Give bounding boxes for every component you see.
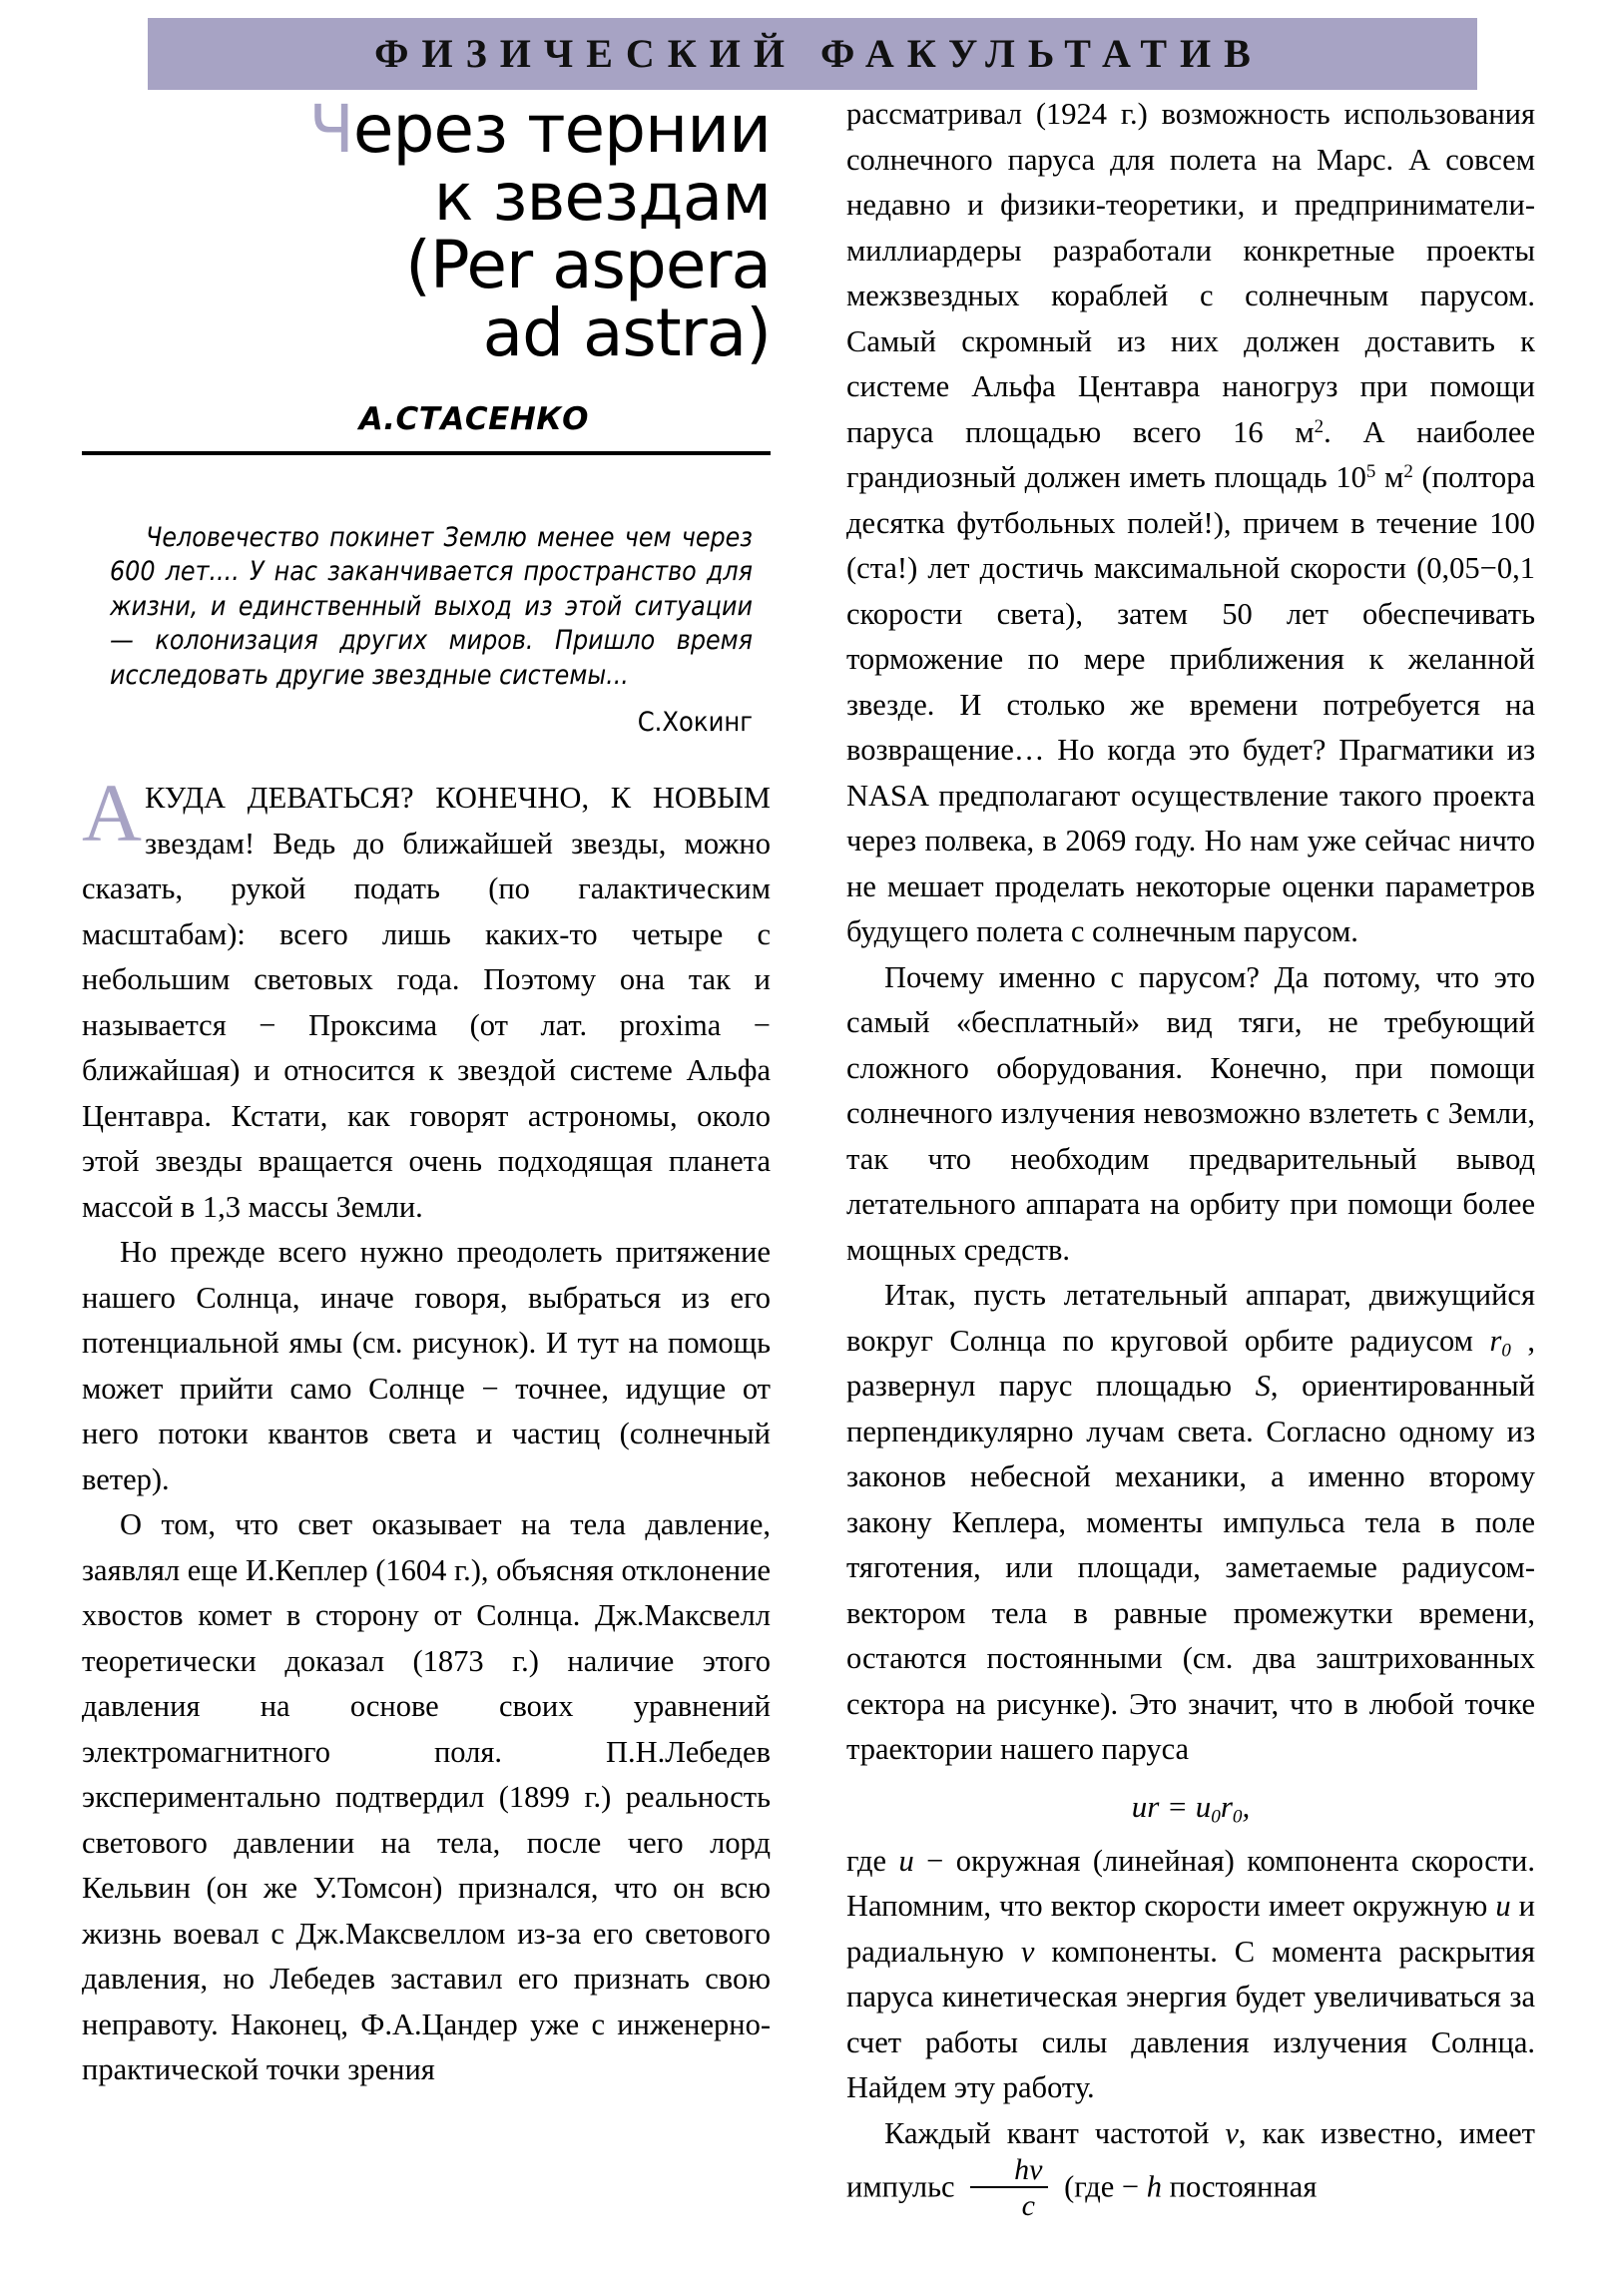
- paragraph-right-3: [846, 1273, 1535, 1773]
- paragraph-right-4-d: компоненты. С момента раскрытия паруса кинетическая энергия будет увеличиваться за счет работы силы давления излучения Солнца. Найдем эту работу.: [846, 1934, 1536, 2104]
- equation-rhs-u: u: [1195, 1788, 1212, 1824]
- math-var-nu: ν: [1225, 2115, 1239, 2150]
- math-var-S: S: [1255, 1369, 1271, 1403]
- paragraph-right-4-c: и радиальную: [846, 1889, 1535, 1969]
- fraction-denominator: c: [970, 2186, 1048, 2222]
- article-page: [0, 90, 1597, 2296]
- article-title-line-1-rest: ерез тернии: [352, 91, 771, 168]
- paragraph-right-1-c: м: [1375, 460, 1404, 494]
- article-title-line-3: (Per aspera: [405, 226, 771, 303]
- math-var-r0-base: r: [1489, 1323, 1502, 1358]
- math-var-r0-subscript: 0: [1501, 1339, 1511, 1361]
- fraction-photon-momentum: [970, 2154, 1048, 2221]
- equation-lhs-u: u: [1131, 1788, 1148, 1824]
- equation-equals: =: [1159, 1788, 1196, 1824]
- paragraph-right-3-b: , развернул парус площадью: [846, 1323, 1536, 1403]
- equation-rhs-r: r: [1220, 1788, 1233, 1824]
- superscript-square-2: 2: [1403, 461, 1413, 483]
- epigraph-text: Человечество покинет Землю менее чем через 600 лет.... У нас заканчивается пространство для жизни, и единственный выход из этой ситуации — колонизация других миров. Пришло время исследовать другие звездные системы...: [110, 521, 753, 691]
- math-var-u-2: u: [1495, 1889, 1511, 1923]
- paragraph-right-4: [846, 1839, 1535, 2111]
- math-var-h-num: h: [1014, 2153, 1030, 2186]
- superscript-exponent-5: 5: [1365, 461, 1376, 483]
- section-banner-title: ФИЗИЧЕСКИЙ ФАКУЛЬТАТИВ: [374, 31, 1264, 76]
- paragraph-right-4-b: − окружная (линейная) компонента скорости. Напомним, что вектор скорости имеет окружную: [846, 1843, 1536, 1923]
- paragraph-left-1-lead: КУДА ДЕВАТЬСЯ? КОНЕЧНО, К НОВЫМ: [144, 781, 771, 816]
- paragraph-right-5-a: Каждый квант частотой: [884, 2115, 1226, 2150]
- right-column-body: [846, 90, 1535, 2223]
- article-title-line-1: [82, 91, 771, 168]
- paragraph-right-1-b: . А наиболее грандиозный должен иметь площадь 10: [846, 414, 1535, 494]
- equation-lhs-r: r: [1147, 1788, 1160, 1824]
- article-title: [82, 90, 771, 371]
- epigraph-source: С.Хокинг: [637, 707, 753, 739]
- section-banner: [148, 18, 1477, 90]
- paragraph-right-3-a: Итак, пусть летательный аппарат, движущийся вокруг Солнца по круговой орбите радиусом: [846, 1278, 1535, 1358]
- paragraph-left-3: О том, что свет оказывает на тела давление, заявлял еще И.Кеплер (1604 г.), объясняя отклонение хвостов комет в сторону от Солнца. Дж.Максвелл теоретически доказал (1873 г.) наличие этого давления на основе своих уравнений электромагнитного поля. П.Н.Лебедев экспериментально подтвердил (1899 г.) реальность светового давлении на тела, после чего лорд Кельвин (он же У.Томсон) признался, что он всю жизнь воевал с Дж.Максвеллом из-за его светового давления, но Лебедев заставил его признать свою неправоту. Наконец, Ф.А.Цандер уже с инженерно-практической точки зрения: [82, 1507, 771, 2087]
- paragraph-right-3-c: , ориентированный перпендикулярно лучам света. Согласно одному из законов небесной механики, а именно второму закону Кеплера, моменты импульса тела в поле тяготения, или площади, заметаемые радиусом-вектором тела в равные промежутки времени, остаются постоянными (см. два заштрихованных сектора на рисунке). Это значит, что в любой точке траектории нашего паруса: [846, 1369, 1535, 1766]
- article-title-dropcap: Ч: [308, 91, 353, 168]
- math-var-u-1: u: [898, 1843, 914, 1878]
- paragraph-right-2: Почему именно с парусом? Да потому, что это самый «бесплатный» вид тяги, не требующий сложного оборудования. Конечно, при помощи солнечного излучения невозможно взлететь с Земли, так что необходим предварительный вывод летательного аппарата на орбиту при помощи более мощных средств.: [846, 959, 1535, 1267]
- paragraph-left-2: Но прежде всего нужно преодолеть притяжение нашего Солнца, иначе говоря, выбраться из его потенциальной ямы (см. рисунок). И тут на помощь может прийти само Солнце − точнее, идущие от него потоки квантов света и частиц (солнечный ветер).: [82, 1235, 771, 1496]
- paragraph-right-5-b: , как известно, имеет импульс: [846, 2115, 1535, 2204]
- paragraph-right-1-a: рассматривал (1924 г.) возможность использования солнечного паруса для полета на Марс. А совсем недавно и физики-теоретики, и предприниматели-миллиардеры разработали конкретные проекты межзвездных кораблей с солнечным парусом. Самый скромный из них должен доставить к системе Альфа Центавра наногруз при помощи паруса площадью всего 16 м: [846, 97, 1535, 449]
- right-column: [846, 90, 1535, 2223]
- display-equation-angular-momentum: [846, 1789, 1535, 1825]
- left-column: [82, 90, 771, 2093]
- paragraph-right-5-c: (где −: [1056, 2169, 1147, 2204]
- paragraph-left-1: [82, 767, 771, 1230]
- article-author: А.СТАСЕНКО: [358, 400, 589, 437]
- math-var-h: h: [1146, 2169, 1163, 2204]
- equation-rhs-u-subscript: 0: [1211, 1805, 1221, 1827]
- paragraph-dropcap: А: [82, 767, 142, 860]
- paragraph-right-5-d: постоянная: [1162, 2169, 1318, 2204]
- math-var-v: v: [1020, 1934, 1035, 1969]
- fraction-numerator: [970, 2154, 1048, 2186]
- paragraph-right-1: [846, 92, 1535, 955]
- paragraph-left-1-rest: звездам! Ведь до ближайшей звезды, можно сказать, рукой подать (по галактическим масштабам): всего лишь каких-то четыре с небольшим световых года. Поэтому она так и называется − Проксима (от лат. proxima − ближайшая) и относится к звездой системе Альфа Центавра. Кстати, как говорят астрономы, около этой звезды вращается очень подходящая планета массой в 1,3 массы Земли.: [82, 826, 771, 1224]
- equation-rhs-r-subscript: 0: [1232, 1805, 1243, 1827]
- paragraph-right-5: [846, 2111, 1535, 2224]
- article-title-line-4: ad astra): [482, 293, 771, 371]
- math-var-nu-num: ν: [1029, 2153, 1043, 2186]
- superscript-square-1: 2: [1314, 415, 1325, 437]
- left-column-body: [82, 738, 771, 2093]
- paragraph-right-4-a: где: [846, 1843, 899, 1878]
- paragraph-right-1-d: (полтора десятка футбольных полей!), причем в течение 100 (ста!) лет достичь максимальной скорости (0,05−0,1 скорости света), затем 50 лет обеспечивать торможение по мере приближения к желанной звезде. И столько же времени потребуется на возвращение… Но когда это будет? Прагматики из NASA предполагают осуществление такого проекта через полвека, в 2069 году. Но нам уже сейчас ничто не мешает проделать некоторые оценки параметров будущего полета с солнечным парусом.: [846, 460, 1536, 948]
- equation-trailing-comma: ,: [1242, 1788, 1251, 1824]
- article-title-line-2: к звездам: [433, 158, 771, 236]
